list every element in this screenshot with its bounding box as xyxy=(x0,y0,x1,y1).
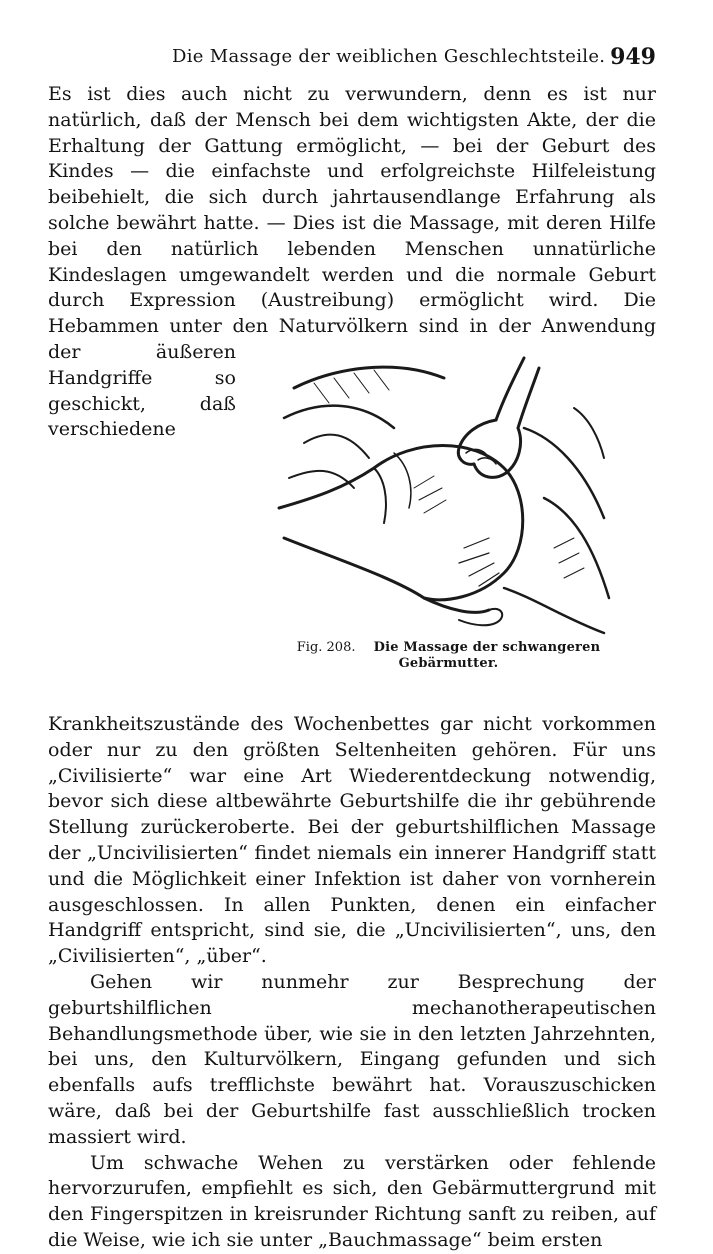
page-number: 949 xyxy=(610,44,656,70)
massage-illustration xyxy=(274,348,620,638)
paragraph-1-narrow: Naturvölkern sind in der Anwendung der äußeren Handgriffe so geschickt, daß verschiedene Krankheitszustände des Wochenbettes gar nicht vorkommen oder nur zu den größten Seltenheiten gehören. Für uns „Civilisierte“ war eine Art Wiederentdeckung notwendig, xyxy=(48,315,656,787)
paragraph-3: Um schwache Wehen zu verstärken oder fehlende hervorzurufen, empfiehlt es sich, den Gebärmuttergrund mit den Fingerspitzen in kreisrunder Richtung sanft zu reiben, auf die Weise, wie ich sie unter „Bauchmassage“ beim ersten xyxy=(48,1151,656,1251)
paragraph-1-top: Es ist dies auch nicht zu verwundern, denn es ist nur natürlich, daß der Mensch bei dem wichtigsten Akte, der die Erhaltung der Gattung ermöglicht, — bei der Geburt des Kindes — die einfachste und erfolgreichste Hilfeleistung beibehielt, die sich durch jahrtausendlange Erfahrung als solche bewährt hatte. — Dies ist die Massage, mit deren Hilfe bei den natürlich lebenden Menschen unnatürliche Kindeslagen umgewandelt werden und die normale Geburt durch Expression (Austreibung) ermöglicht wird. Die Hebammen unter den xyxy=(48,83,656,338)
figure-208 xyxy=(246,348,656,708)
running-title: Die Massage der weiblichen Geschlechtsteile. xyxy=(172,46,606,67)
body-text xyxy=(48,82,656,1254)
running-header xyxy=(48,44,656,74)
paragraph-1-bottom: bevor sich diese altbewährte Geburtshilfe die ihr gebührende Stellung zurückeroberte. Bei der geburtshilflichen Massage der „Uncivilisierten“ findet niemals ein innerer Handgriff statt und die Möglichkeit einer Infektion ist daher von vornherein ausgeschlossen. In allen Punkten, denen ein einfacher Handgriff entspricht, sind sie, die „Uncivilisierten“, uns, den „Civilisierten“, „über“. xyxy=(48,790,656,968)
paragraph-2: Gehen wir nunmehr zur Besprechung der geburtshilflichen mechanotherapeutischen Behandlungsmethode über, wie sie in den letzten Jahrzehnten, bei uns, den Kulturvölkern, Eingang gefunden und sich ebenfalls aufs trefflichste bewährt hat. Vorauszuschicken wäre, daß bei der Geburtshilfe fast ausschließlich trocken massiert wird. xyxy=(48,970,656,1148)
paragraph-1 xyxy=(48,82,656,970)
figure-caption-text: Die Massage der schwangeren Gebärmutter. xyxy=(373,639,601,671)
figure-caption xyxy=(246,640,651,672)
figure-number: Fig. 208. xyxy=(296,639,356,655)
